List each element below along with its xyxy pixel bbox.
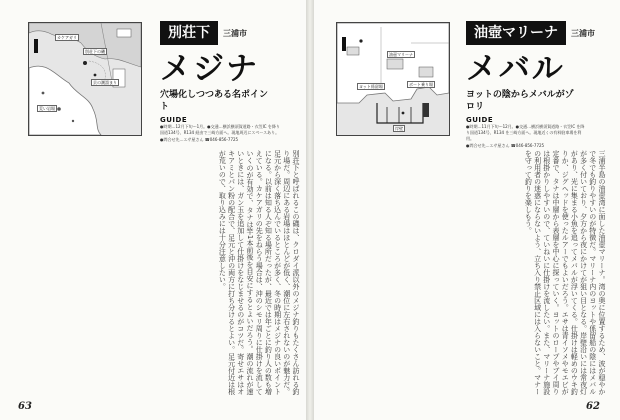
right-map-label: ヨット係留場 (359, 84, 383, 89)
pier-icon (423, 103, 429, 117)
left-heading (160, 20, 300, 143)
fish-title: メジナ (160, 51, 259, 87)
vertical-tick-icon (34, 39, 38, 53)
guide-text: ●時期…11月下旬～12月。●交通…横浜横須賀道路・衣笠IC を降り国道134号、R134 を三崎方面へ。現地近くの有料駐車場を利用。 (466, 124, 585, 141)
left-page (0, 0, 306, 420)
left-map-label: 荒い岩場 (39, 106, 55, 111)
right-map-label: ボート乗り場 (409, 82, 433, 87)
guide-heading: GUIDE (160, 116, 188, 124)
article-body: 三浦半島の油壺湾に面した油壺マリーナ。湾の奥に位置するため、波が穏やかで冬でも釣りやすいのが特徴だ。マリーナ内のヨットや係留船の陰にはメバルが多く付いており、夕方から夜にかけてが狙い目となる。岸壁沿いには常夜灯があり、光に集まる小魚を追ってメバルが浮いてくる。仕掛けは軽めのウキ釣りか、ジグヘッドを使ったルアーでもよいだろう。エサは青イソメやモエビが定番で、タナは中層から表層を中心に探っていく。ヨットのロープやブイ周りは根掛かりしやすいので、ていねいに仕掛けを流したい。また、マリーナ施設の利用者の迷惑にならないよう、立ち入り禁止区域には入らないこと。マナーを守って釣りを楽しもう。 (524, 150, 606, 395)
left-map-label: カケアガリ (57, 35, 77, 40)
page-number: 62 (586, 401, 600, 412)
article-body: 別荘下と呼ばれるこの磯は、クロダイ派以外のメジナ釣りもたくさん訪れる釣り場だ。周辺にある岩場はほとんどが低く、潮位に左右されないのが魅力だ。足元から深く落ち込んでいるところが多く、冬の時期はメジナの良いポイントになる。以前は知る人ぞ知る場所だったが、最近では年ごとに釣り人の数も増えている。カケアガリの先をねらう場合は、沖のシモリ周りに仕掛けを流していくのが有効で、タナは竿1本前後を目安にするとよいだろう。潮の流れが速いときには、ガン玉を追加して仕掛けをなじませるのがコツだ。寄せエサはオキアミとパン粉の配合で、足元と沖の両方に打ち分けるとよい。足元付近は根が荒いので、取り込みには十分注意したい。 (218, 150, 300, 395)
right-page (314, 0, 620, 420)
guide-contact: ●問合せ先…エサ屋さん ☎046-856-7725 (160, 137, 239, 142)
right-map (336, 22, 450, 136)
book-gutter (306, 0, 314, 420)
page-number: 63 (18, 401, 32, 412)
fish-title: メバル (466, 51, 565, 87)
right-map-drawing (337, 23, 449, 135)
guide-text: ●時期…12月下旬～1月。●交通…横浜横須賀道路・衣笠IC を降り国道134号、R134 経由で三崎方面へ。現地周辺にスペースあり。 (160, 124, 280, 135)
guide-contact: ●問合せ先…エサ屋さん ☎046-856-7725 (466, 143, 545, 148)
city-name: 三浦市 (223, 28, 247, 38)
area-tag: 別荘下 (160, 21, 218, 45)
left-map (28, 22, 142, 136)
subtitle: ヨットの陰からメバルがゾロリ (466, 90, 574, 112)
city-name: 三浦市 (571, 28, 595, 38)
left-map-label: 貝の潮溜まり (93, 80, 117, 85)
right-map-label: 油壺マリーナ (389, 52, 413, 57)
guide-heading: GUIDE (466, 116, 494, 124)
left-map-label: 別荘下の磯 (85, 49, 105, 54)
subtitle: 穴場化しつつある名ポイント (160, 90, 269, 112)
left-map-drawing (29, 23, 141, 135)
vertical-tick-icon (342, 37, 346, 51)
right-heading (466, 20, 616, 149)
area-tag: 油壺マリーナ (466, 21, 566, 45)
right-map-label: 岸壁 (395, 126, 403, 131)
